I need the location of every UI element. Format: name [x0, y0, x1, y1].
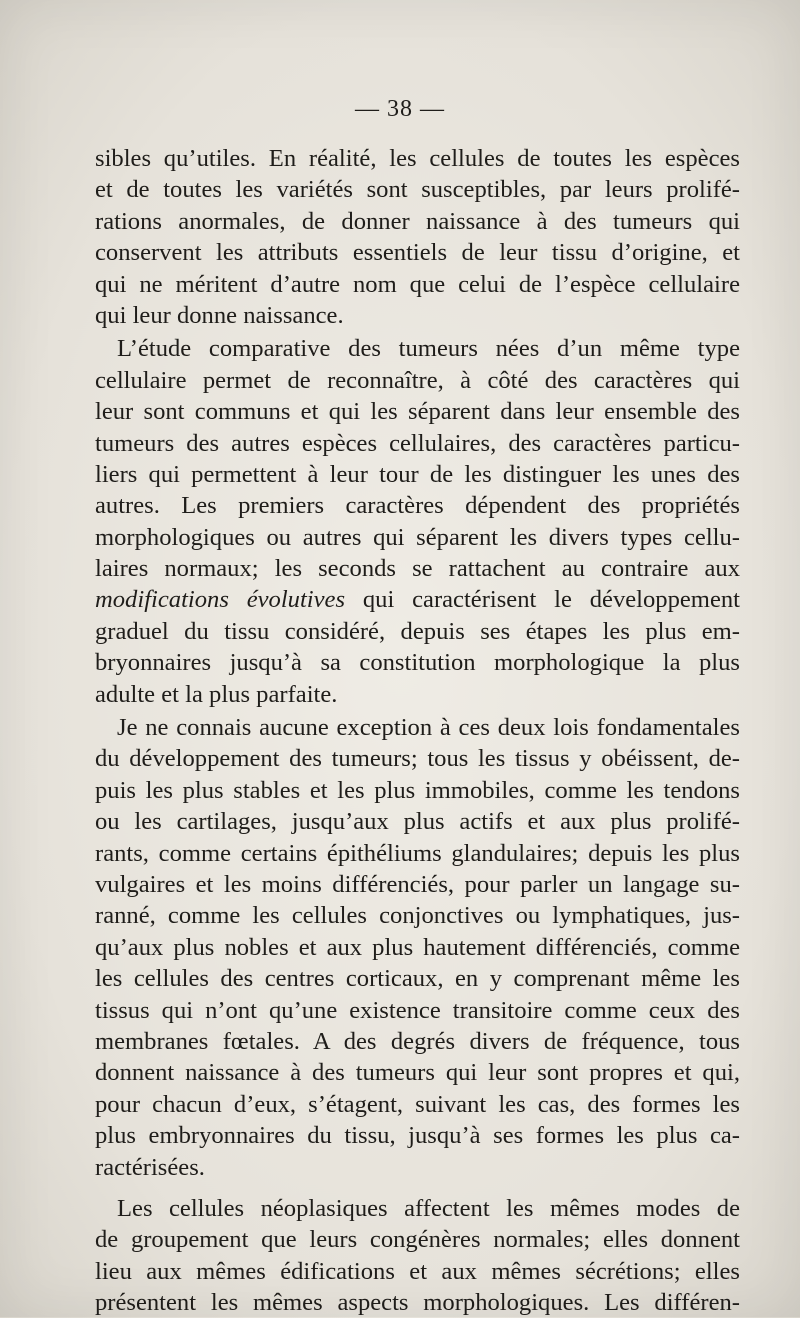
text-line: adulte et la plus parfaite. — [95, 680, 338, 708]
text-line: tissus qui n’ont qu’une existence transitoire comme ceux des — [95, 996, 740, 1024]
text-line: qu’aux plus nobles et aux plus hautement différenciés, comme — [95, 933, 740, 961]
text-line: lieu aux mêmes édifications et aux mêmes sécrétions; elles — [95, 1257, 740, 1285]
text-line: qui leur donne naissance. — [95, 301, 344, 329]
text-line: ou les cartilages, jusqu’aux plus actifs et aux plus prolifé- — [95, 808, 740, 836]
text-line: rations anormales, de donner naissance à des tumeurs qui — [95, 207, 740, 235]
text-line: rants, comme certains épithéliums glandulaires; depuis les plus — [95, 839, 740, 867]
text-line-italic-start — [95, 584, 740, 615]
text-line: L’étude comparative des tumeurs nées d’un même type — [117, 335, 740, 363]
text-line: ractérisées. — [95, 1153, 205, 1181]
text-line: autres. Les premiers caractères dépendent des propriétés — [95, 492, 740, 520]
text-line: donnent naissance à des tumeurs qui leur sont propres et qui, — [95, 1059, 740, 1087]
text-line: et de toutes les variétés sont susceptibles, par leurs prolifé- — [95, 176, 740, 204]
text-line: Les cellules néoplasiques affectent les mêmes modes de — [117, 1194, 740, 1222]
text-line: conservent les attributs essentiels de leur tissu d’origine, et — [95, 239, 740, 267]
text-line: puis les plus stables et les plus immobiles, comme les tendons — [95, 776, 740, 804]
text-line: pour chacun d’eux, s’étagent, suivant les cas, des formes les — [95, 1090, 740, 1118]
text-line: sibles qu’utiles. En réalité, les cellules de toutes les espèces — [95, 145, 740, 172]
page-number: — 38 — — [355, 96, 445, 122]
text-line: plus embryonnaires du tissu, jusqu’à ses formes les plus ca- — [95, 1122, 740, 1150]
text-line: bryonnaires jusqu’à sa constitution morphologique la plus — [95, 649, 740, 677]
text-line: vulgaires et les moins différenciés, pour parler un langage su- — [95, 870, 740, 898]
text-line: morphologiques ou autres qui séparent les divers types cellu- — [95, 523, 740, 551]
text-line: de groupement que leurs congénères normales; elles donnent — [95, 1226, 740, 1254]
text-line: Je ne connais aucune exception à ces deux lois fondamentales — [117, 714, 740, 742]
text-fragment: qui caractérisent le développement — [345, 586, 740, 614]
text-line: tumeurs des autres espèces cellulaires, des caractères particu- — [95, 429, 740, 457]
text-line: les cellules des centres corticaux, en y comprenant même les — [95, 965, 740, 993]
text-line: présentent les mêmes aspects morphologiques. Les différen- — [95, 1289, 740, 1317]
text-line: leur sont communs et qui les séparent dans leur ensemble des — [95, 398, 740, 426]
text-line: ranné, comme les cellules conjonctives ou lymphatiques, jus- — [95, 902, 740, 930]
text-line: du développement des tumeurs; tous les tissus y obéissent, de- — [95, 745, 740, 773]
text-line: cellulaire permet de reconnaître, à côté des caractères qui — [95, 366, 740, 394]
text-line: liers qui permettent à leur tour de les distinguer les unes des — [95, 460, 740, 488]
text-line: membranes fœtales. A des degrés divers de fréquence, tous — [95, 1027, 740, 1055]
body-text — [95, 143, 740, 1318]
italic-phrase: modifications évolutives — [95, 586, 346, 614]
text-line: graduel du tissu considéré, depuis ses étapes les plus em- — [95, 617, 740, 645]
text-line: laires normaux; les seconds se rattachent au contraire aux — [95, 555, 740, 583]
text-line: qui ne méritent d’autre nom que celui de l’espèce cellulaire — [95, 270, 740, 298]
